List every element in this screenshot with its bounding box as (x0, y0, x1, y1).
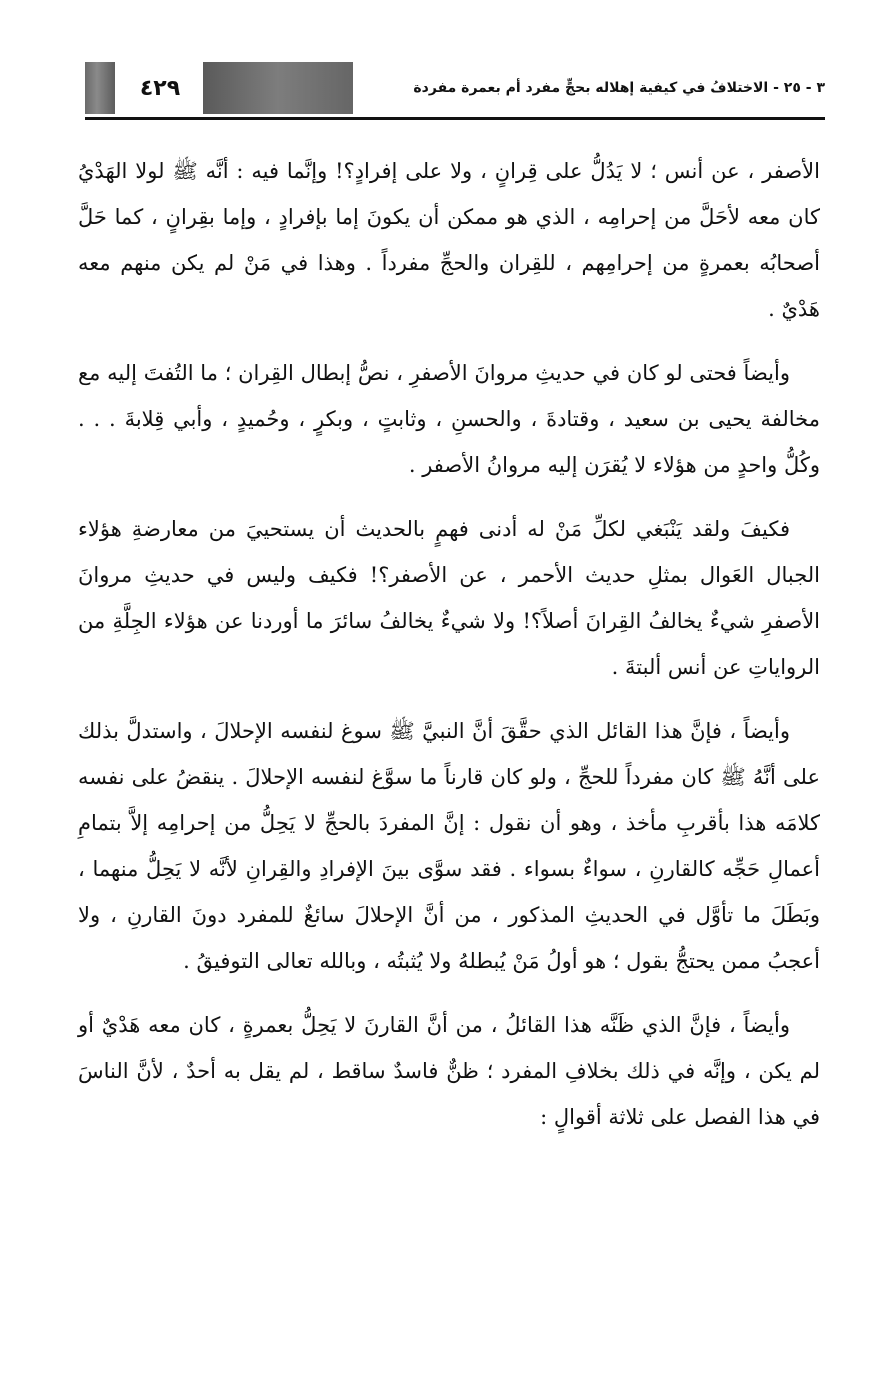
header-shade-block-middle (203, 62, 353, 114)
paragraph: وأيضاً فحتى لو كان في حديثِ مروانَ الأصفرِ ، نصُّ إبطال القِران ؛ ما التُفتَ إليه مع مخالفة يحيى بن سعيد ، وقتادةَ ، والحسنِ ، وثابتٍ ، وبكرٍ ، وحُميدٍ ، وأبي قِلابةَ . . . وكُلُّ واحدٍ من هؤلاء لا يُقرَن إليه مروانُ الأصفر . (78, 361, 820, 477)
page-number: ٤٢٩ (139, 76, 181, 101)
header-rule (85, 117, 825, 120)
paragraph: فكيفَ ولقد يَنْبَغي لكلِّ مَنْ له أدنى فهمٍ بالحديث أن يستحييَ من معارضةِ هؤلاء الجبال العَوال بمثلِ حديث الأحمر ، عن الأصفر؟! فكيف وليس في حديثِ مروانَ الأصفرِ شيءٌ يخالفُ القِرانَ أصلاً؟! ولا شيءٌ يخالفُ سائرَ ما أوردنا عن هؤلاء الجِلَّةِ من الرواياتِ عن أنس ألبتةَ . (78, 517, 820, 679)
paragraph: الأصفر ، عن أنس ؛ لا يَدُلُّ على قِرانٍ ، ولا على إفرادٍ؟! وإنَّما فيه : أنَّه ﷺ لولا الهَدْيُ كان معه لأحَلَّ من إحرامِه ، الذي هو ممكن أن يكونَ إما بإفرادٍ ، وإما بقِرانٍ ، كما حَلَّ أصحابُه بعمرةٍ من إحرامِهم ، للقِران والحجِّ مفرداً . وهذا في مَنْ لم يكن منهم معه هَدْيٌ . (78, 159, 820, 321)
running-title: ٣ - ٢٥ - الاختلافُ في كيفية إهلاله بحجٍّ مفرد أم بعمرة مفردة (413, 80, 825, 96)
body-text (78, 148, 820, 1158)
header-shade-block-left (85, 62, 115, 114)
page-header (85, 62, 825, 120)
paragraph: وأيضاً ، فإنَّ الذي ظَنَّه هذا القائلُ ، من أنَّ القارنَ لا يَحِلُّ بعمرةٍ ، كان معه هَدْيٌ أو لم يكن ، وإنَّه في ذلك بخلافِ المفرد ؛ ظنٌّ فاسدٌ ساقط ، لم يقل به أحدٌ ، لأنَّ الناسَ في هذا الفصل على ثلاثة أقوالٍ : (78, 1013, 820, 1129)
paragraph: وأيضاً ، فإنَّ هذا القائل الذي حقَّقَ أنَّ النبيَّ ﷺ سوغ لنفسه الإحلالَ ، واستدلَّ بذلك على أنَّهُ ﷺ كان مفرداً للحجِّ ، ولو كان قارناً ما سوَّغ لنفسه الإحلالَ . ينقضُ على نفسه كلامَه هذا بأقربِ مأخذ ، وهو أن نقول : إنَّ المفردَ بالحجِّ لا يَحِلُّ من إحرامِه إلاَّ بتمامِ أعمالِ حَجِّه كالقارنِ ، سواءٌ بسواء . فقد سوَّى بينَ الإفرادِ والقِرانِ لأنَّه لا يَحِلُّ منهما ، وبَطَلَ ما تأوَّل في الحديثِ المذكور ، من أنَّ الإحلالَ سائغٌ للمفرد دونَ القارنِ ، ولا أعجبُ ممن يحتجُّ بقول ؛ هو أولُ مَنْ يُبطلهُ ولا يُثبتُه ، وبالله تعالى التوفيقُ . (78, 719, 820, 973)
